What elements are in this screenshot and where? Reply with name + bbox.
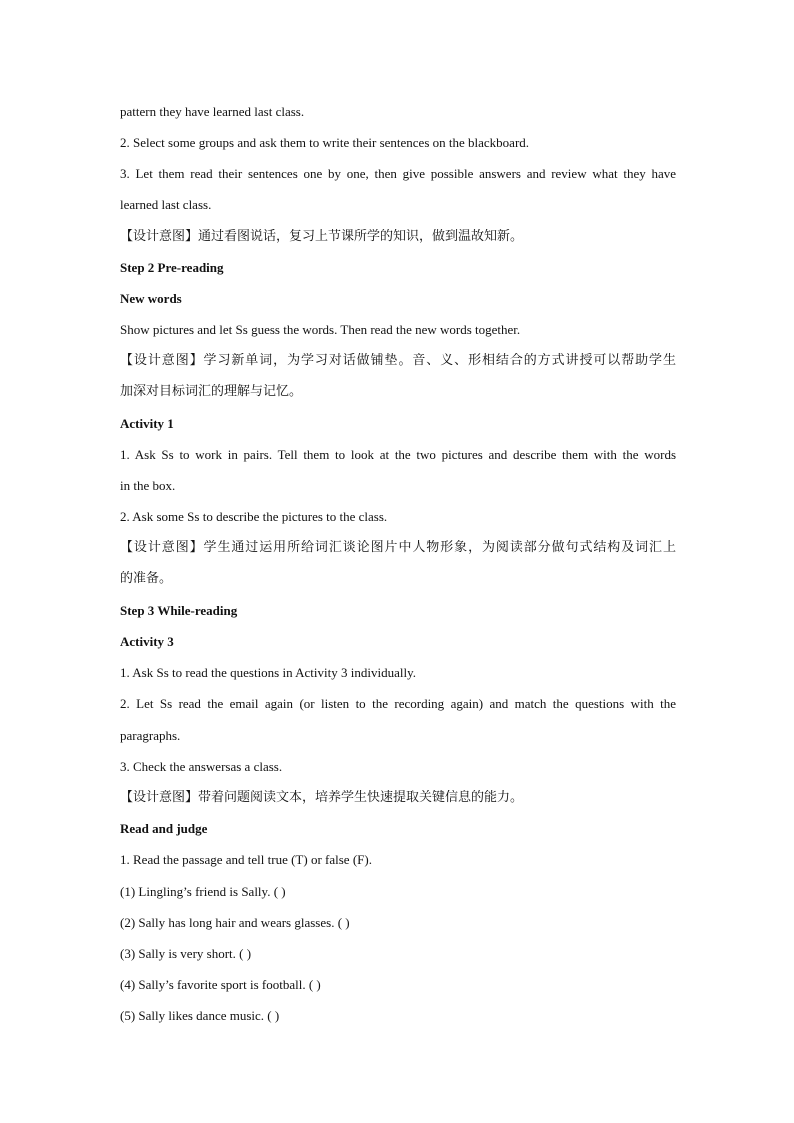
design-intent-note: 【设计意图】学生通过运用所给词汇谈论图片中人物形象，为阅读部分做句式结构及词汇上 xyxy=(120,540,676,555)
subsection-heading: Activity 3 xyxy=(120,634,174,649)
section-heading: Step 3 While-reading xyxy=(120,603,238,618)
text-line: 1. Ask Ss to read the questions in Activity 3 individually. xyxy=(120,665,416,680)
text-line: learned last class. xyxy=(120,197,212,212)
text-line: in the box. xyxy=(120,478,176,493)
text-line: Show pictures and let Ss guess the words. Then read the new words together. xyxy=(120,322,521,337)
judge-item: (1) Lingling’s friend is Sally. ( ) xyxy=(120,884,286,899)
text-line: 1. Read the passage and tell true (T) or false (F). xyxy=(120,852,372,867)
judge-item: (2) Sally has long hair and wears glasses. ( ) xyxy=(120,915,350,930)
judge-item: (3) Sally is very short. ( ) xyxy=(120,946,252,961)
design-intent-note: 的准备。 xyxy=(120,571,173,586)
section-heading: Step 2 Pre-reading xyxy=(120,260,224,275)
text-line: pattern they have learned last class. xyxy=(120,104,305,119)
text-line: 3. Check the answersas a class. xyxy=(120,759,283,774)
design-intent-note: 【设计意图】通过看图说话，复习上节课所学的知识，做到温故知新。 xyxy=(120,229,524,244)
design-intent-note: 加深对目标词汇的理解与记忆。 xyxy=(120,384,303,399)
text-line: 1. Ask Ss to work in pairs. Tell them to look at the two pictures and describe them with the words xyxy=(120,447,676,462)
subsection-heading: Activity 1 xyxy=(120,416,174,431)
text-line: 2. Ask some Ss to describe the pictures to the class. xyxy=(120,509,388,524)
text-line: 2. Select some groups and ask them to write their sentences on the blackboard. xyxy=(120,135,530,150)
subsection-heading: New words xyxy=(120,291,182,306)
text-line: 2. Let Ss read the email again (or listen to the recording again) and match the questions with the xyxy=(120,696,676,711)
design-intent-note: 【设计意图】学习新单词，为学习对话做铺垫。音、义、形相结合的方式讲授可以帮助学生 xyxy=(120,353,676,368)
text-line: 3. Let them read their sentences one by one, then give possible answers and review what they have xyxy=(120,166,676,181)
judge-item: (5) Sally likes dance music. ( ) xyxy=(120,1008,280,1023)
design-intent-note: 【设计意图】带着问题阅读文本，培养学生快速提取关键信息的能力。 xyxy=(120,790,524,805)
text-line: paragraphs. xyxy=(120,728,181,743)
judge-item: (4) Sally’s favorite sport is football. ( ) xyxy=(120,977,321,992)
subsection-heading: Read and judge xyxy=(120,821,208,836)
